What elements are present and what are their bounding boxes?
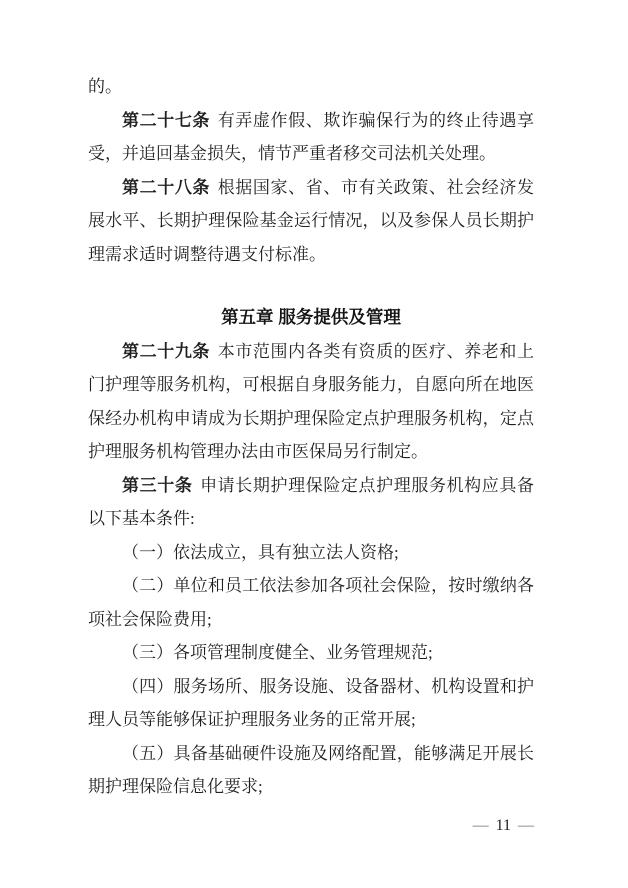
footer-right-dash: —	[518, 816, 534, 834]
article-29-text: 本市范围内各类有资质的医疗、养老和上门护理等服务机构，可根据自身服务能力，自愿向所在地医保经办机构申请成为长期护理保险定点护理服务机构，定点护理服务机构管理办法由市医保局另行制定。	[88, 341, 535, 461]
paragraph-article-30	[88, 469, 534, 536]
list-item-5: （五）具备基础硬件设施及网络配置，能够满足开展长期护理保险信息化要求;	[88, 743, 534, 796]
list-item-2: （二）单位和员工依法参加各项社会保险，按时缴纳各项社会保险费用;	[88, 576, 534, 629]
list-item-1: （一）依法成立，具有独立法人资格;	[122, 542, 399, 562]
list-item-4: （四）服务场所、服务设施、设备器材、机构设置和护理人员等能够保证护理服务业务的正常开展;	[88, 676, 534, 729]
footer-left-dash: —	[472, 816, 489, 834]
paragraph-article-27	[88, 104, 534, 171]
article-27-number: 第二十七条	[122, 110, 211, 130]
chapter-5-heading: 第五章 服务提供及管理	[221, 307, 401, 327]
paragraph-article-28	[88, 171, 534, 272]
article-29-number: 第二十九条	[122, 341, 211, 361]
article-30-number: 第三十条	[122, 475, 193, 495]
article-30-text: 申请长期护理保险定点护理服务机构应具备以下基本条件:	[88, 475, 535, 528]
page-number: 11	[495, 816, 511, 834]
list-item-3: （三）各项管理制度健全、业务管理规范;	[122, 643, 433, 662]
paragraph-continuation	[88, 70, 534, 104]
page-footer	[88, 814, 534, 838]
article-28-text: 根据国家、省、市有关政策、社会经济发展水平、长期护理保险基金运行情况，以及参保人员长期护理需求适时调整待遇支付标准。	[88, 177, 535, 264]
paragraph-article-29	[88, 335, 534, 469]
paragraph-text: 的。	[88, 77, 122, 96]
article-27-text: 有弄虚作假、欺诈骗保行为的终止待遇享受，并追回基金损失，情节严重者移交司法机关处理。	[88, 110, 535, 163]
article-28-number: 第二十八条	[122, 177, 211, 197]
